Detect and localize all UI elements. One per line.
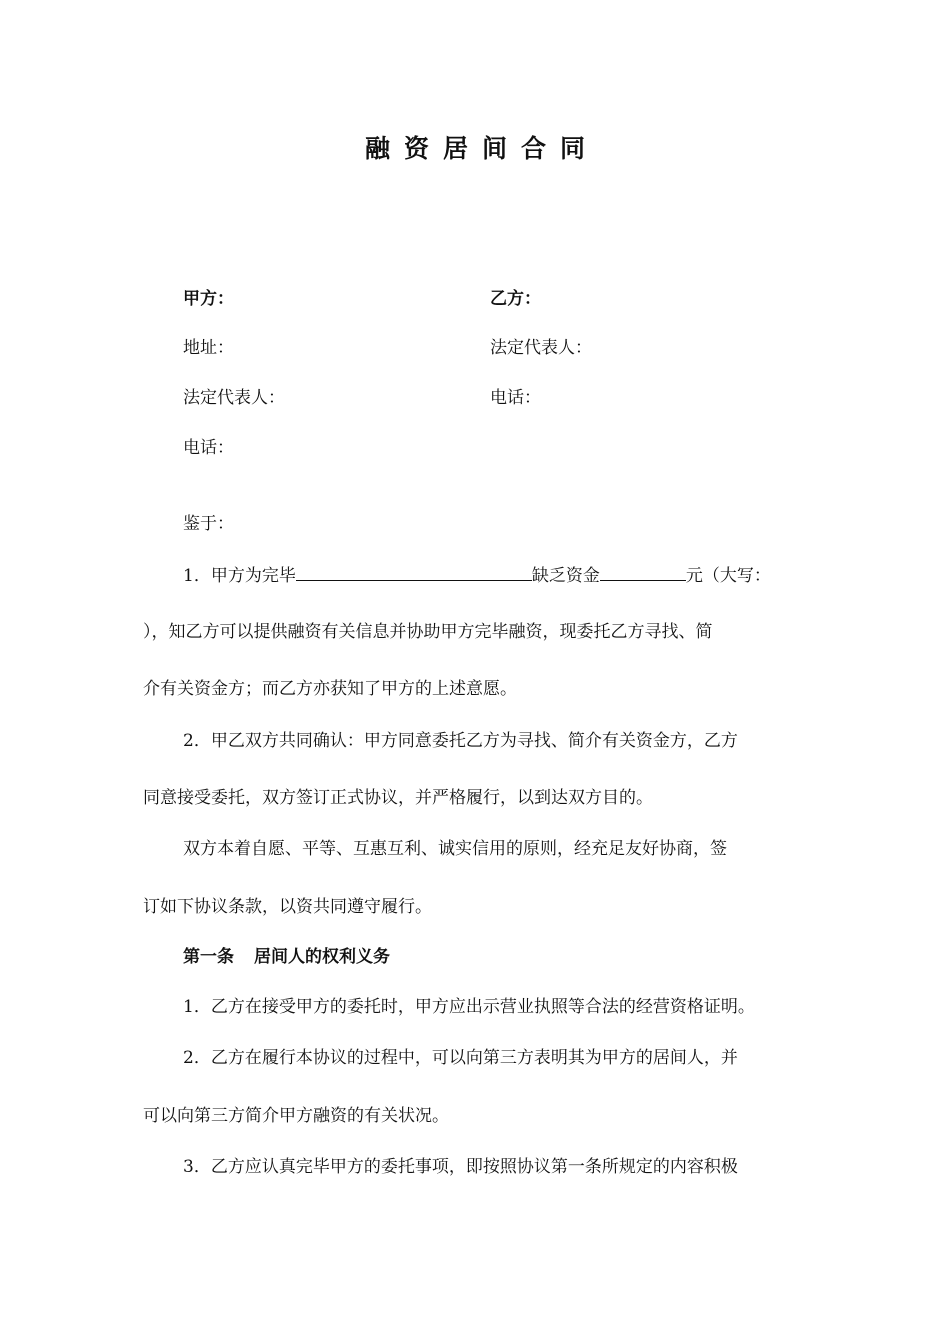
recital-item-1-line-3: 介有关资金方；而乙方亦获知了甲方的上述意愿。: [143, 679, 517, 699]
party-a-address-label: 地址：: [183, 338, 234, 358]
party-b-phone-label: 电话：: [490, 388, 541, 408]
recital-item-2-line-1: 2．甲乙双方共同确认：甲方同意委托乙方为寻找、简介有关资金方，乙方: [183, 731, 738, 751]
recital-item-1-text-c: 元（大写：: [685, 566, 771, 586]
principle-line-1: 双方本着自愿、平等、互惠互利、诚实信用的原则，经充足友好协商，签: [183, 839, 727, 859]
article-1-number: 第一条: [183, 947, 234, 967]
article-1-item-2-line-1: 2．乙方在履行本协议的过程中，可以向第三方表明其为甲方的居间人，并: [183, 1048, 738, 1068]
recital-item-1-line-2: ），知乙方可以提供融资有关信息并协助甲方完毕融资，现委托乙方寻找、简: [143, 622, 713, 642]
contract-title: 融资居间合同: [364, 134, 599, 163]
article-1-item-2-line-2: 可以向第三方简介甲方融资的有关状况。: [143, 1106, 449, 1126]
article-1-heading: [183, 945, 390, 969]
party-b-label: 乙方：: [490, 289, 541, 309]
party-a-label: 甲方：: [183, 289, 234, 309]
party-a-legal-rep-label: 法定代表人：: [183, 388, 285, 408]
article-1-item-1: 1．乙方在接受甲方的委托时，甲方应出示营业执照等合法的经营资格证明。: [183, 997, 755, 1017]
article-1-title: 居间人的权利义务: [254, 947, 390, 967]
party-b-legal-rep-label: 法定代表人：: [490, 338, 592, 358]
article-1-item-3-line-1: 3．乙方应认真完毕甲方的委托事项，即按照协议第一条所规定的内容积极: [183, 1157, 738, 1177]
project-blank-field: [296, 562, 532, 581]
recital-item-2-line-2: 同意接受委托，双方签订正式协议，并严格履行，以到达双方目的。: [143, 788, 653, 808]
party-a-phone-label: 电话：: [183, 438, 234, 458]
recital-item-1-text-a: 1．甲方为完毕: [183, 566, 296, 586]
amount-blank-field: [600, 562, 686, 581]
whereas-label: 鉴于：: [183, 514, 234, 534]
recital-item-1: [183, 562, 771, 588]
recital-item-1-text-b: 缺乏资金: [531, 566, 600, 586]
principle-line-2: 订如下协议条款，以资共同遵守履行。: [143, 897, 432, 917]
